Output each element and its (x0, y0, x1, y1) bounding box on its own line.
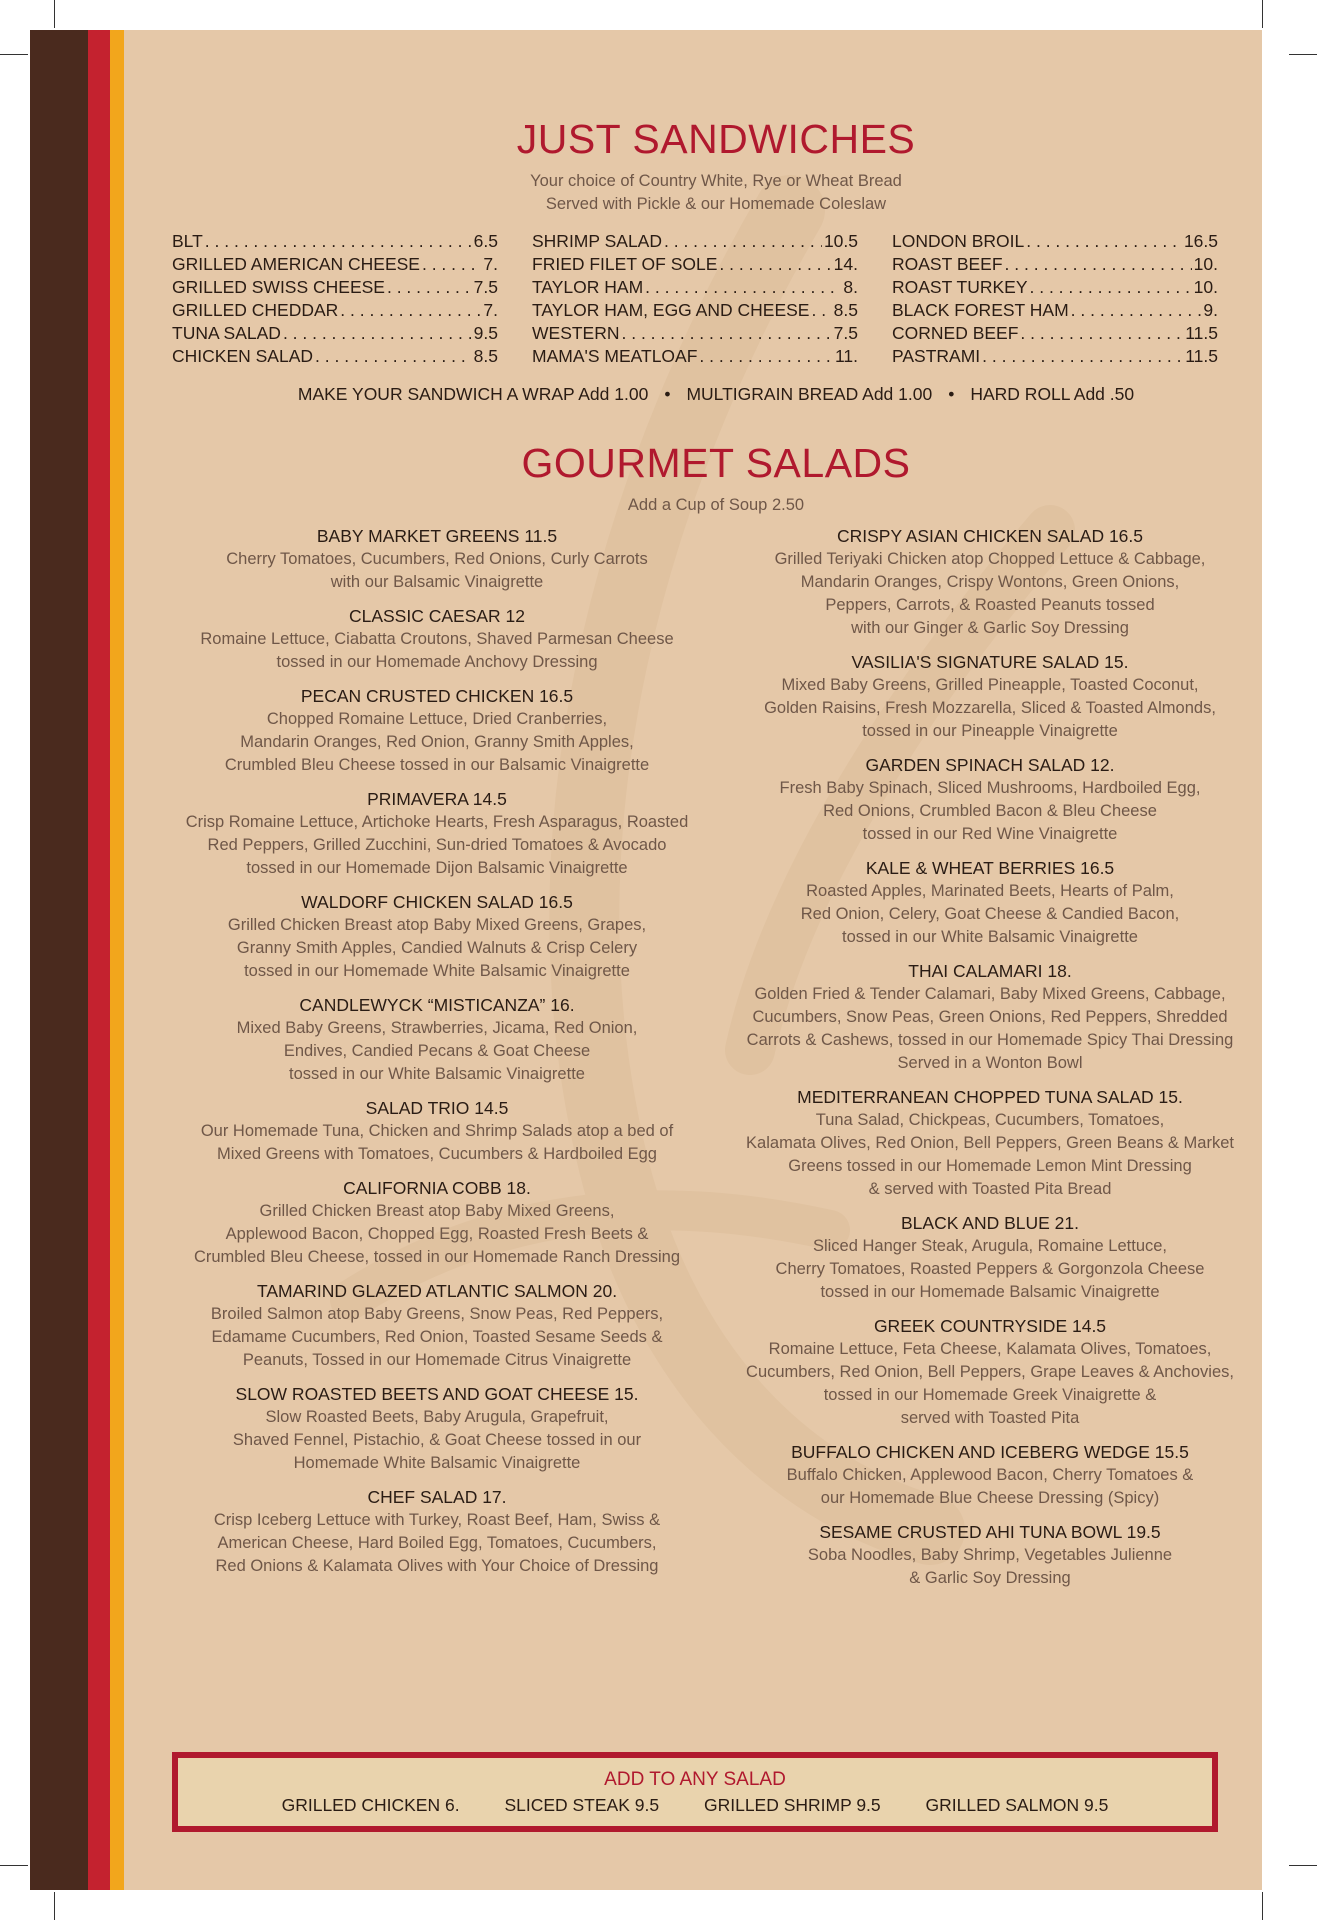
salad-name: VASILIA'S SIGNATURE SALAD 15. (851, 652, 1129, 672)
multigrain-option: MULTIGRAIN BREAD Add 1.00 (686, 384, 933, 404)
salad-description-line: Crisp Iceberg Lettuce with Turkey, Roast Beef, Ham, Swiss & (213, 1511, 661, 1529)
salad-description-line: Granny Smith Apples, Candied Walnuts & Crisp Celery (236, 939, 638, 957)
crop-mark (1289, 54, 1317, 55)
sandwich-item: TUNA SALAD . . . 9.5 (172, 322, 498, 345)
salad-description-line: tossed in our White Balsamic Vinaigrette (289, 1065, 585, 1083)
salad-item (172, 788, 702, 880)
menu-page (30, 30, 1262, 1890)
addon-item: GRILLED SALMON 9.5 (925, 1795, 1109, 1815)
salad-item (172, 1097, 702, 1166)
salad-name: PECAN CRUSTED CHICKEN 16.5 (300, 686, 574, 706)
salad-name: GREEK COUNTRYSIDE 14.5 (873, 1316, 1107, 1336)
salad-name: THAI CALAMARI 18. (908, 961, 1072, 981)
salad-description-line: Chopped Romaine Lettuce, Dried Cranberries, (266, 710, 608, 728)
salad-name: PRIMAVERA 14.5 (367, 789, 507, 809)
salad-description-line: Mandarin Oranges, Crispy Wontons, Green Onions, (800, 573, 1180, 591)
sandwich-item: LONDON BROIL . . . 16.5 (892, 230, 1218, 253)
salad-name: GARDEN SPINACH SALAD 12. (865, 755, 1115, 775)
crop-mark (54, 1892, 55, 1920)
salad-description-line: tossed in our Pineapple Vinaigrette (862, 722, 1118, 740)
menu-content (172, 30, 1260, 1890)
salad-item (172, 1177, 702, 1269)
crop-mark (0, 1865, 28, 1866)
salad-name: SESAME CRUSTED AHI TUNA BOWL 19.5 (819, 1522, 1161, 1542)
salad-description-line: Red Onions & Kalamata Olives with Your Choice of Dressing (215, 1557, 659, 1575)
sandwich-item: FRIED FILET OF SOLE . . . 14. (532, 253, 858, 276)
salad-description-line: Mixed Baby Greens, Grilled Pineapple, Toasted Coconut, (781, 676, 1199, 694)
salad-description-line: Golden Fried & Tender Calamari, Baby Mixed Greens, Cabbage, (754, 985, 1226, 1003)
sandwiches-title: JUST SANDWICHES (516, 116, 916, 162)
salad-description-line: Peanuts, Tossed in our Homemade Citrus Vinaigrette (242, 1351, 632, 1369)
sandwich-item: PASTRAMI . . . 11.5 (892, 345, 1218, 368)
salad-description-line: Crumbled Bleu Cheese tossed in our Balsamic Vinaigrette (224, 756, 650, 774)
salads-title: GOURMET SALADS (521, 440, 911, 486)
add-to-salad-items (178, 1795, 1212, 1816)
salad-item (722, 1315, 1258, 1430)
addon-item: GRILLED SHRIMP 9.5 (703, 1795, 881, 1815)
salad-description-line: Red Peppers, Grilled Zucchini, Sun-dried Tomatoes & Avocado (207, 836, 667, 854)
salad-description-line: Edamame Cucumbers, Red Onion, Toasted Sesame Seeds & (211, 1328, 663, 1346)
sandwich-item: GRILLED SWISS CHEESE . . . 7.5 (172, 276, 498, 299)
sandwich-column-3 (892, 230, 1218, 368)
sandwich-extras (172, 384, 1260, 405)
salad-description-line: tossed in our Homemade Greek Vinaigrette & (823, 1386, 1157, 1404)
salad-description-line: tossed in our Homemade Dijon Balsamic Vinaigrette (246, 859, 628, 877)
sandwich-item: TAYLOR HAM . . . 8. (532, 276, 858, 299)
salad-item (172, 685, 702, 777)
add-to-salad-title: ADD TO ANY SALAD (604, 1769, 786, 1790)
salad-item (172, 891, 702, 983)
salad-item (172, 1486, 702, 1578)
salad-description-line: tossed in our Homemade White Balsamic Vinaigrette (244, 962, 630, 980)
salad-description-line: Red Onions, Crumbled Bacon & Bleu Cheese (823, 802, 1157, 820)
crop-mark (1262, 0, 1263, 28)
crop-mark (0, 54, 28, 55)
salad-description-line: Cucumbers, Snow Peas, Green Onions, Red Peppers, Shredded (752, 1008, 1228, 1026)
salad-description-line: Crisp Romaine Lettuce, Artichoke Hearts, Fresh Asparagus, Roasted (185, 813, 689, 831)
salad-name: KALE & WHEAT BERRIES 16.5 (865, 858, 1115, 878)
crop-mark (54, 0, 55, 28)
sandwich-item: CHICKEN SALAD . . . 8.5 (172, 345, 498, 368)
salad-description-line: Homemade White Balsamic Vinaigrette (293, 1454, 581, 1472)
sandwich-item: BLT . . . 6.5 (172, 230, 498, 253)
salad-item (172, 605, 702, 674)
salad-item (172, 1280, 702, 1372)
salad-name: SLOW ROASTED BEETS AND GOAT CHEESE 15. (235, 1384, 639, 1404)
gold-stripe (110, 30, 124, 1890)
salad-item (722, 754, 1258, 846)
salad-description-line: Carrots & Cashews, tossed in our Homemade Spicy Thai Dressing (746, 1031, 1234, 1049)
sandwich-item: MAMA'S MEATLOAF . . . 11. (532, 345, 858, 368)
crop-mark (1289, 1865, 1317, 1866)
wrap-option: MAKE YOUR SANDWICH A WRAP Add 1.00 (297, 384, 649, 404)
red-stripe (88, 30, 110, 1890)
salad-name: SALAD TRIO 14.5 (365, 1098, 509, 1118)
salad-description-line: Mandarin Oranges, Red Onion, Granny Smith Apples, (240, 733, 634, 751)
salad-name: BABY MARKET GREENS 11.5 (316, 526, 558, 546)
salad-description-line: & served with Toasted Pita Bread (868, 1180, 1112, 1198)
salads-left-column (172, 525, 702, 1589)
addon-item: SLICED STEAK 9.5 (504, 1795, 660, 1815)
salad-description-line: Soba Noodles, Baby Shrimp, Vegetables Julienne (807, 1546, 1173, 1564)
salad-description-line: Grilled Teriyaki Chicken atop Chopped Lettuce & Cabbage, (774, 550, 1206, 568)
hard-roll-option: HARD ROLL Add .50 (970, 384, 1135, 404)
salad-description-line: served with Toasted Pita (900, 1409, 1080, 1427)
salad-description-line: Tuna Salad, Chickpeas, Cucumbers, Tomatoes, (815, 1111, 1165, 1129)
sandwich-column-2 (532, 230, 858, 368)
salad-description-line: Slow Roasted Beets, Baby Arugula, Grapefruit, (265, 1408, 609, 1426)
salad-description-line: Mixed Baby Greens, Strawberries, Jicama, Red Onion, (236, 1019, 638, 1037)
salad-description-line: Served in a Wonton Bowl (897, 1054, 1083, 1072)
salad-name: MEDITERRANEAN CHOPPED TUNA SALAD 15. (797, 1087, 1183, 1107)
salad-description-line: tossed in our White Balsamic Vinaigrette (842, 928, 1138, 946)
salad-description-line: Romaine Lettuce, Feta Cheese, Kalamata Olives, Tomatoes, (768, 1340, 1212, 1358)
salad-description-line: Golden Raisins, Fresh Mozzarella, Sliced & Toasted Almonds, (764, 699, 1216, 717)
salad-description-line: Peppers, Carrots, & Roasted Peanuts tossed (825, 596, 1155, 614)
salad-description-line: Grilled Chicken Breast atop Baby Mixed Greens, (259, 1202, 615, 1220)
sandwich-item: CORNED BEEF . . . 11.5 (892, 322, 1218, 345)
salad-description-line: Cherry Tomatoes, Roasted Peppers & Gorgonzola Cheese (775, 1260, 1205, 1278)
addon-item: GRILLED CHICKEN 6. (281, 1795, 460, 1815)
salad-name: BUFFALO CHICKEN AND ICEBERG WEDGE 15.5 (791, 1442, 1189, 1462)
separator: • (664, 384, 671, 404)
sandwich-item: GRILLED CHEDDAR . . . 7. (172, 299, 498, 322)
salad-description-line: Greens tossed in our Homemade Lemon Mint Dressing (788, 1157, 1192, 1175)
salad-name: BLACK AND BLUE 21. (901, 1213, 1079, 1233)
salad-item (172, 525, 702, 594)
salad-description-line: Endives, Candied Pecans & Goat Cheese (283, 1042, 591, 1060)
salad-description-line: Sliced Hanger Steak, Arugula, Romaine Lettuce, (812, 1237, 1168, 1255)
salad-item (722, 1521, 1258, 1590)
salad-name: WALDORF CHICKEN SALAD 16.5 (301, 892, 573, 912)
sandwich-item: GRILLED AMERICAN CHEESE . . . 7. (172, 253, 498, 276)
salad-item (172, 994, 702, 1086)
salads-subtitle: Add a Cup of Soup 2.50 (627, 496, 805, 514)
salad-name: TAMARIND GLAZED ATLANTIC SALMON 20. (256, 1281, 618, 1301)
salad-item (722, 651, 1258, 743)
salad-description-line: Cherry Tomatoes, Cucumbers, Red Onions, Curly Carrots (226, 550, 648, 568)
sandwich-item: SHRIMP SALAD . . . 10.5 (532, 230, 858, 253)
salads-right-column (722, 525, 1258, 1601)
salad-description-line: Cucumbers, Red Onion, Bell Peppers, Grape Leaves & Anchovies, (746, 1363, 1234, 1381)
brown-stripe (30, 30, 88, 1890)
sandwiches-subtitle-1: Your choice of Country White, Rye or Wheat Bread (530, 172, 902, 190)
salad-description-line: Fresh Baby Spinach, Sliced Mushrooms, Hardboiled Egg, (779, 779, 1201, 797)
salad-item (722, 1086, 1258, 1201)
salad-description-line: Romaine Lettuce, Ciabatta Croutons, Shaved Parmesan Cheese (200, 630, 674, 648)
salad-description-line: American Cheese, Hard Boiled Egg, Tomatoes, Cucumbers, (217, 1534, 657, 1552)
sandwich-column-1 (172, 230, 498, 368)
salad-item (722, 1212, 1258, 1304)
salad-item (722, 1441, 1258, 1510)
salad-description-line: our Homemade Blue Cheese Dressing (Spicy) (820, 1489, 1160, 1507)
salad-description-line: Applewood Bacon, Chopped Egg, Roasted Fresh Beets & (225, 1225, 649, 1243)
salad-item (722, 525, 1258, 640)
salad-description-line: Our Homemade Tuna, Chicken and Shrimp Salads atop a bed of (200, 1122, 674, 1140)
salad-description-line: & Garlic Soy Dressing (909, 1569, 1071, 1587)
salad-description-line: Red Onion, Celery, Goat Cheese & Candied Bacon, (800, 905, 1180, 923)
sandwich-item: BLACK FOREST HAM . . . 9. (892, 299, 1218, 322)
salad-description-line: Roasted Apples, Marinated Beets, Hearts of Palm, (806, 882, 1174, 900)
salad-item (722, 960, 1258, 1075)
sandwiches-subtitle-2: Served with Pickle & our Homemade Coleslaw (545, 195, 887, 213)
salad-name: CALIFORNIA COBB 18. (343, 1178, 531, 1198)
add-to-salad-box (172, 1752, 1218, 1832)
salad-description-line: Buffalo Chicken, Applewood Bacon, Cherry Tomatoes & (786, 1466, 1194, 1484)
sandwich-item: ROAST TURKEY . . . 10. (892, 276, 1218, 299)
salad-description-line: tossed in our Red Wine Vinaigrette (862, 825, 1118, 843)
sandwich-item: TAYLOR HAM, EGG AND CHEESE . . . 8.5 (532, 299, 858, 322)
sandwich-item: WESTERN . . . 7.5 (532, 322, 858, 345)
salad-description-line: tossed in our Homemade Balsamic Vinaigrette (820, 1283, 1160, 1301)
salad-description-line: Broiled Salmon atop Baby Greens, Snow Peas, Red Peppers, (210, 1305, 664, 1323)
salad-name: CHEF SALAD 17. (367, 1487, 507, 1507)
salad-description-line: Grilled Chicken Breast atop Baby Mixed Greens, Grapes, (227, 916, 647, 934)
salad-description-line: with our Ginger & Garlic Soy Dressing (851, 619, 1129, 637)
crop-mark (1262, 1892, 1263, 1920)
salad-name: CLASSIC CAESAR 12 (348, 606, 526, 626)
salad-name: CANDLEWYCK “MISTICANZA” 16. (299, 995, 575, 1015)
salad-name: CRISPY ASIAN CHICKEN SALAD 16.5 (836, 526, 1144, 546)
salad-description-line: Kalamata Olives, Red Onion, Bell Peppers, Green Beans & Market (746, 1134, 1234, 1152)
salad-description-line: Crumbled Bleu Cheese, tossed in our Homemade Ranch Dressing (193, 1248, 681, 1266)
salad-description-line: Mixed Greens with Tomatoes, Cucumbers & Hardboiled Egg (217, 1145, 657, 1163)
separator: • (948, 384, 955, 404)
salad-description-line: tossed in our Homemade Anchovy Dressing (276, 653, 598, 671)
salad-description-line: Shaved Fennel, Pistachio, & Goat Cheese tossed in our (232, 1431, 642, 1449)
salad-item (172, 1383, 702, 1475)
salad-description-line: with our Balsamic Vinaigrette (330, 573, 544, 591)
salad-item (722, 857, 1258, 949)
sandwich-item: ROAST BEEF . . . 10. (892, 253, 1218, 276)
